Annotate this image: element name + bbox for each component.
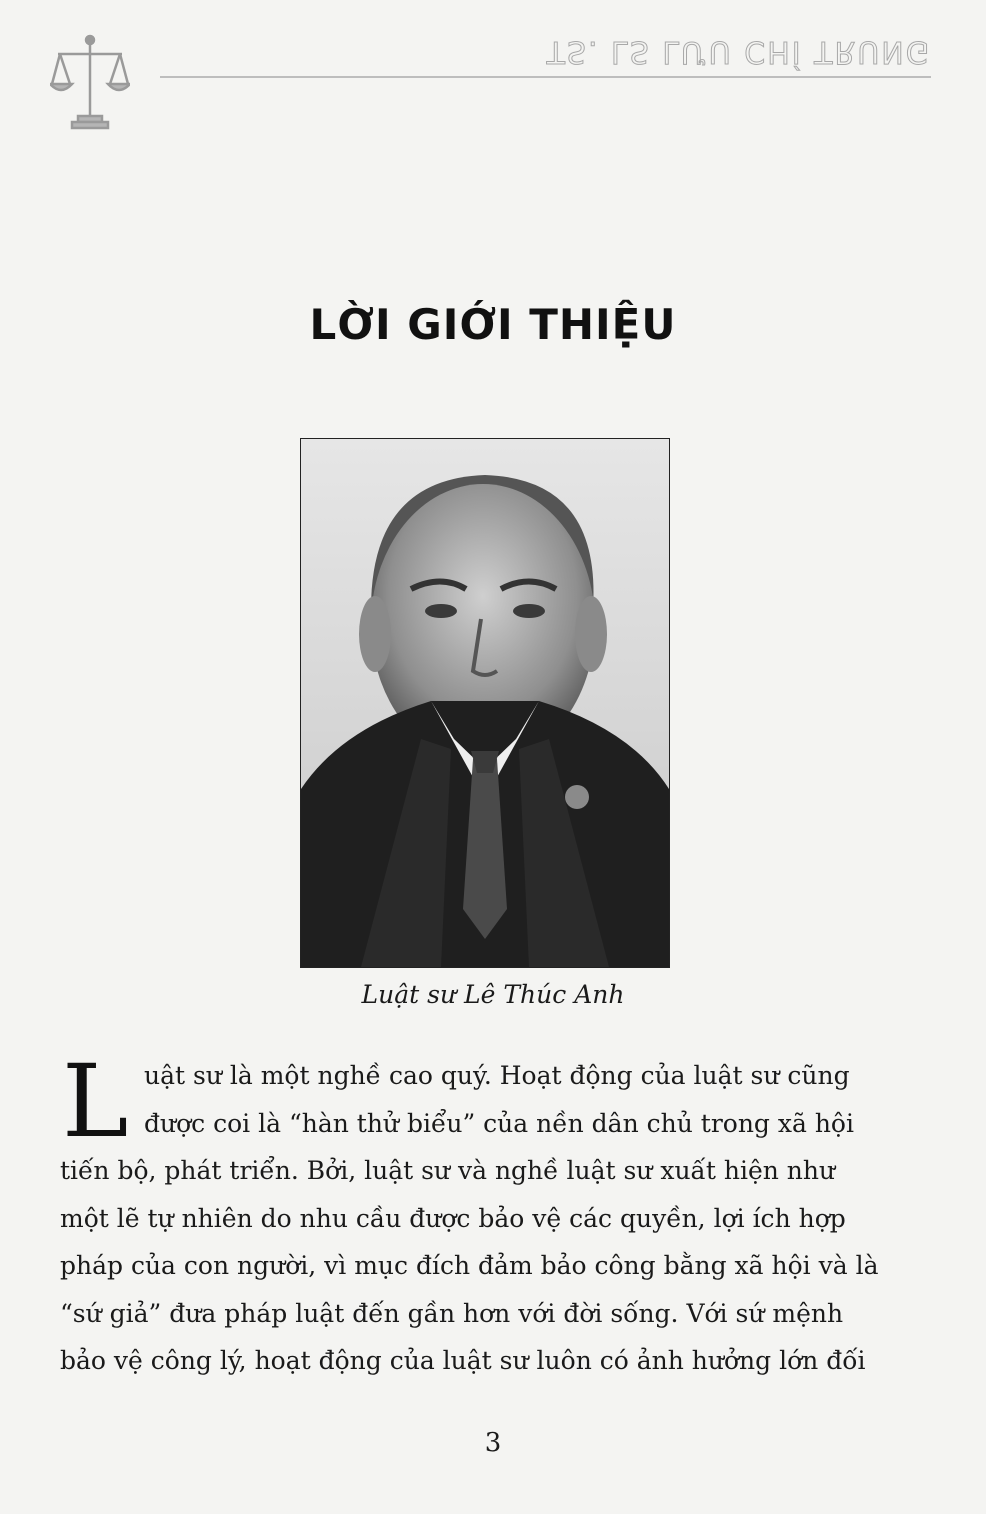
body-line: một lẽ tự nhiên do nhu cầu được bảo vệ các quyền, lợi ích hợp [60, 1203, 846, 1233]
portrait-photo [300, 438, 670, 968]
running-head: TS. LS LƯU CHÍ TRUNG [546, 34, 931, 69]
body-line: uật sư là một nghề cao quý. Hoạt động của luật sư cũng [144, 1061, 850, 1090]
photo-caption: Luật sư Lê Thúc Anh [361, 980, 625, 1009]
body-paragraph [60, 1043, 922, 1385]
drop-cap: L [62, 1043, 129, 1160]
body-line: “sứ giả” đưa pháp luật đến gần hơn với đời sống. Với sứ mệnh [60, 1298, 844, 1328]
body-line: pháp của con người, vì mục đích đảm bảo công bằng xã hội và là [60, 1251, 879, 1280]
body-line: được coi là “hàn thử biểu” của nền dân chủ trong xã hội [144, 1108, 854, 1138]
scales-of-justice-icon [50, 30, 130, 130]
body-line: bảo vệ công lý, hoạt động của luật sư luôn có ảnh hưởng lớn đối [60, 1346, 866, 1375]
header-rule [160, 76, 931, 78]
body-line: tiến bộ, phát triển. Bởi, luật sư và nghề luật sư xuất hiện như [60, 1156, 836, 1185]
page-number: 3 [484, 1428, 502, 1458]
page-title: LỜI GIỚI THIỆU [309, 300, 677, 349]
